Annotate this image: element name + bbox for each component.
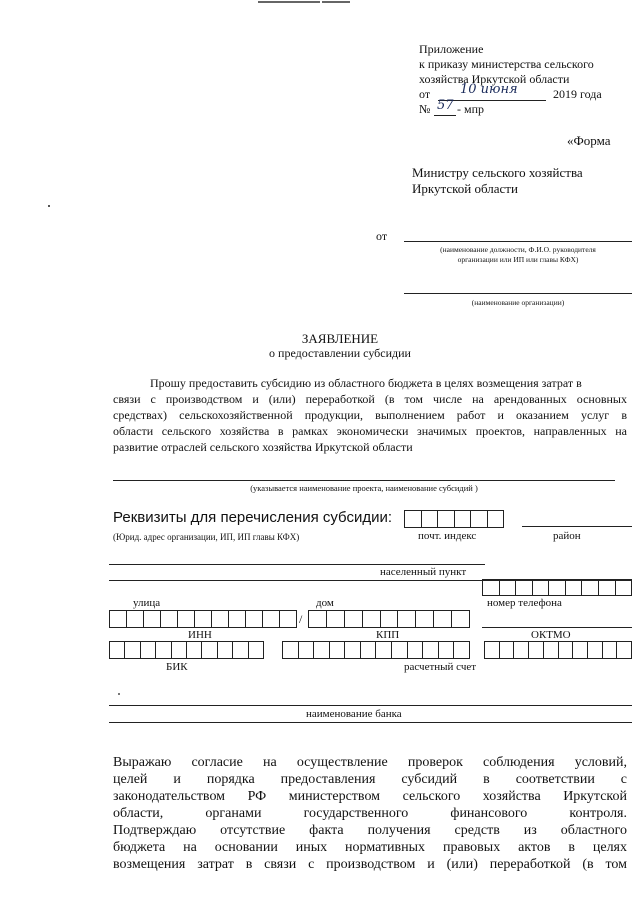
from-label: от [376,229,388,243]
para1-line-4: области сельского хозяйства в рамках экономически значимых проектов, направленных на [113,424,627,438]
scan-dot [118,693,120,695]
handwritten-number: 57 [437,98,454,113]
org-line [404,293,632,294]
para2-line-7: возмещения затрат в связи с производством и (или) переработкой (в том [113,857,627,872]
hint-position-line-1: (наименование должности, Ф.И.О. руководителя [440,245,596,254]
bik-label: БИК [166,661,188,673]
appendix-number-prefix: № [419,102,431,116]
para2-line-5: Подтверждаю отсутствие факта получения средств из областного [113,823,627,838]
para1-line-5: развитие отраслей сельского хозяйства Иркутской области [113,440,413,454]
scan-artifact [322,1,350,3]
para2-line-2: целей и порядка предоставления субсидий в соответствии с [113,772,627,787]
bank-name-label: наименование банка [306,708,402,720]
handwritten-date: 10 июня [460,82,518,97]
para2-line-1: Выражаю согласие на осуществление проверок соблюдения условий, [113,755,627,770]
appendix-line-3: хозяйства Иркутской области [419,72,570,86]
doc-subtitle: о предоставлении субсидии [269,346,411,360]
inn-cells[interactable] [109,641,264,659]
bank-line[interactable] [109,705,632,706]
house-cells[interactable] [308,610,470,628]
appendix-line-2: к приказу министерства сельского [419,57,594,71]
house-label: дом [316,597,334,609]
postal-index-label: почт. индекс [418,530,477,542]
phone-line[interactable] [482,627,632,628]
addressee-line-1: Министру сельского хозяйства [412,165,583,180]
appendix-number-suffix: - мпр [457,102,485,116]
scan-artifact [258,1,320,3]
phone-cells[interactable] [482,579,632,596]
requisites-hint: (Юрид. адрес организации, ИП, ИП главы КФХ) [113,532,300,542]
street-label: улица [133,597,161,609]
project-line [113,480,615,481]
date-underline [438,100,546,101]
para2-line-3: законодательством РФ министерством сельского хозяйства Иркутской [113,789,627,804]
para2-line-4: области, органами государственного финансового контроля. [113,806,627,821]
locality-label: населенный пункт [380,566,467,578]
phone-label: номер телефона [487,597,562,609]
oktmo-cells[interactable] [484,641,632,659]
para1-line-1: Прошу предоставить субсидию из областного бюджета в целях возмещения затрат в [150,376,582,390]
address-line[interactable] [109,564,485,565]
account-label: расчетный счет [404,661,477,673]
from-line [404,241,632,242]
requisites-title: Реквизиты для перечисления субсидии: [113,509,393,526]
hint-position-line-2: организации или ИП или главы КФХ) [457,255,579,264]
bank-line-2[interactable] [109,722,632,723]
addressee-line-2: Иркутской области [412,181,518,196]
para1-line-3: средствах) сельскохозяйственной продукции, выполнением работ и оказанием услуг в [113,408,627,422]
district-line[interactable] [522,526,632,527]
hint-project: (указывается наименование проекта, наименование субсидий ) [250,483,478,493]
hint-org: (наименование организации) [471,298,565,307]
oktmo-label: ОКТМО [531,629,571,641]
appendix-date-prefix: от [419,87,431,101]
kpp-label: КПП [376,629,400,641]
inn-label: ИНН [188,629,212,641]
scan-dot [48,205,50,207]
district-label: район [553,530,581,542]
form-label: «Форма [567,133,611,148]
number-underline [434,115,456,116]
para2-line-6: бюджета на основании иных нормативных правовых актов в целях [113,840,627,855]
postal-index-cells[interactable] [404,510,504,528]
street-cells[interactable] [109,610,297,628]
appendix-line-1: Приложение [419,42,484,56]
doc-title: ЗАЯВЛЕНИЕ [301,331,379,346]
appendix-date-suffix: 2019 года [553,87,602,101]
house-separator: / [299,612,303,626]
para1-line-2: связи с производством и (или) переработкой (в том числе на арендованных основных [113,392,627,406]
kpp-cells[interactable] [282,641,470,659]
